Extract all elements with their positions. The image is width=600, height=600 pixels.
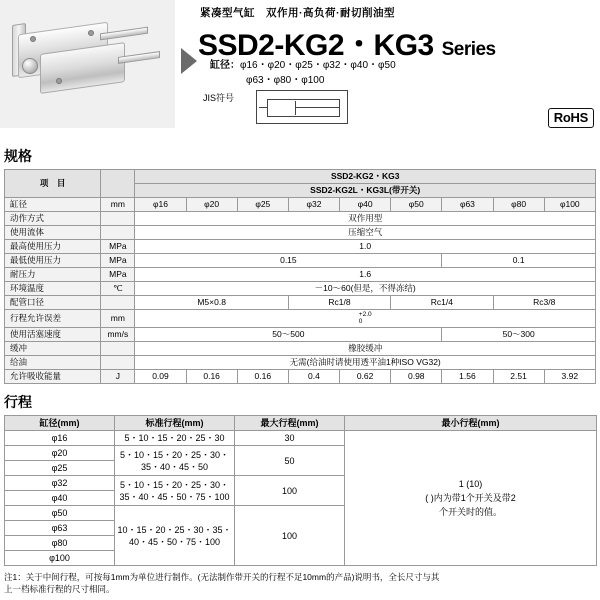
bore-list: [210, 58, 396, 88]
spec-row-label: 环境温度: [5, 282, 101, 296]
spec-row-label: 缓冲: [5, 342, 101, 356]
spec-row-unit: ℃: [101, 282, 135, 296]
bore-cell: φ100: [5, 551, 115, 566]
arrow-icon: [181, 48, 197, 74]
spec-row-label: 配管口径: [5, 296, 101, 310]
tolerance-upper: +2.0: [358, 311, 372, 318]
footnote: [4, 571, 596, 595]
spec-value: 无需(给油时请使用透平油1种ISO VG32): [135, 356, 596, 370]
stroke-section-title: 行程: [4, 394, 32, 410]
spec-value: 0.62: [340, 370, 391, 384]
header-subtitle: 紧凑型气缸 双作用·高负荷·耐切削油型: [200, 7, 395, 19]
bore-cell: φ63: [5, 521, 115, 536]
max-stroke-cell: 50: [235, 446, 345, 476]
min-stroke-note-2: 个开关时的值。: [438, 507, 502, 517]
footnote-line-2: 上一档标准行程的尺寸相同。: [4, 584, 115, 594]
standard-stroke-cell: 5・10・15・20・25・30: [115, 431, 235, 446]
stroke-col-max: 最大行程(mm): [235, 416, 345, 431]
bore-line-1: φ16・φ20・φ25・φ32・φ40・φ50: [240, 60, 396, 71]
spec-row-label: 使用流体: [5, 226, 101, 240]
spec-value: 2.51: [493, 370, 544, 384]
spec-value: 双作用型: [135, 212, 596, 226]
spec-value: 3.92: [544, 370, 595, 384]
stroke-table: [4, 415, 597, 566]
min-stroke-note-1: ( )内为带1个开关及带2: [425, 493, 516, 503]
spec-value: Rc1/4: [391, 296, 493, 310]
spec-row-label: 耐压力: [5, 268, 101, 282]
spec-row-label: 缸径: [5, 198, 101, 212]
table-row: [5, 370, 596, 384]
spec-row-unit: mm/s: [101, 328, 135, 342]
spec-value: 50～300: [442, 328, 596, 342]
spec-row-unit: MPa: [101, 268, 135, 282]
mounting-hole-icon: [56, 78, 62, 84]
spec-group-header-2: SSD2-KG2L・KG3L(带开关): [135, 184, 596, 198]
table-row: [5, 226, 596, 240]
table-row: [5, 342, 596, 356]
standard-stroke-cell: 5・10・15・20・25・30・35・40・45・50・75・100: [115, 476, 235, 506]
footnote-line-1: 注1：关于中间行程，可按每1mm为单位进行制作。(无法制作带开关的行程不足10mm的产品)说明书，全长尺寸与其: [4, 572, 440, 582]
bore-cell: φ32: [5, 476, 115, 491]
rohs-badge: RoHS: [548, 108, 594, 128]
table-row: [5, 240, 596, 254]
spec-row-unit: MPa: [101, 240, 135, 254]
spec-row-label: 最低使用压力: [5, 254, 101, 268]
table-row: [5, 296, 596, 310]
table-row: [5, 198, 596, 212]
spec-value: 50～500: [135, 328, 442, 342]
bore-cell: φ20: [5, 446, 115, 461]
bore-cell: φ80: [493, 198, 544, 212]
spec-row-label: 行程允许误差: [5, 310, 101, 328]
table-row: [5, 431, 597, 446]
spec-row-label: 最高使用压力: [5, 240, 101, 254]
spec-section-title: 规格: [4, 148, 32, 164]
mounting-hole-icon: [88, 30, 94, 36]
product-photo: [0, 0, 175, 128]
table-row: [5, 416, 597, 431]
standard-stroke-cell: 10・15・20・25・30・35・40・45・50・75・100: [115, 506, 235, 566]
spec-value: 0.15: [135, 254, 442, 268]
bore-cell: φ63: [442, 198, 493, 212]
stroke-col-min: 最小行程(mm): [345, 416, 597, 431]
spec-value: －10～60(但是，不得冻结): [135, 282, 596, 296]
spec-row-unit: [101, 342, 135, 356]
bore-cell: φ40: [340, 198, 391, 212]
spec-row-unit: mm: [101, 310, 135, 328]
spec-group-header-1: SSD2-KG2・KG3: [135, 170, 596, 184]
bore-cell: φ100: [544, 198, 595, 212]
bore-cell: φ25: [237, 198, 288, 212]
spec-value: 压缩空气: [135, 226, 596, 240]
spec-row-label: 给油: [5, 356, 101, 370]
table-row: [5, 310, 596, 328]
tolerance-lower: 0: [358, 318, 363, 325]
spec-row-label: 动作方式: [5, 212, 101, 226]
bore-cell: φ16: [5, 431, 115, 446]
spec-value: 橡胶缓冲: [135, 342, 596, 356]
spec-col-unit: [101, 170, 135, 198]
table-row: [5, 170, 596, 184]
bore-label: 缸径：: [210, 60, 240, 71]
spec-value: 1.56: [442, 370, 493, 384]
bore-line-2: φ63・φ80・φ100: [246, 75, 325, 86]
spec-value: 0.4: [288, 370, 339, 384]
table-row: [5, 328, 596, 342]
spec-value: M5×0.8: [135, 296, 288, 310]
page-title-main: SSD2-KG2・KG3: [198, 29, 434, 62]
spec-value: 1.0: [135, 240, 596, 254]
spec-row-label: 允许吸收能量: [5, 370, 101, 384]
min-stroke-value: 1 (10): [458, 479, 483, 489]
spec-value: 0.1: [442, 254, 596, 268]
spec-row-label: 使用活塞速度: [5, 328, 101, 342]
spec-value: 1.6: [135, 268, 596, 282]
bore-cell: φ50: [5, 506, 115, 521]
jis-symbol-label: JIS符号: [203, 93, 235, 103]
specification-table: [4, 169, 596, 384]
spec-value: Rc3/8: [493, 296, 596, 310]
bore-cell: φ80: [5, 536, 115, 551]
bore-cell: φ20: [186, 198, 237, 212]
bore-cell: φ50: [391, 198, 442, 212]
spec-row-unit: [101, 226, 135, 240]
table-row: [5, 268, 596, 282]
jis-symbol-diagram: [256, 90, 348, 124]
table-row: [5, 212, 596, 226]
header-text-block: [178, 0, 600, 132]
stroke-col-standard: 标准行程(mm): [115, 416, 235, 431]
spec-row-unit: [101, 296, 135, 310]
bore-cell: φ16: [135, 198, 186, 212]
spec-value: 0.98: [391, 370, 442, 384]
max-stroke-cell: 100: [235, 506, 345, 566]
table-row: [5, 282, 596, 296]
spec-value: 0.16: [237, 370, 288, 384]
spec-value: 0.09: [135, 370, 186, 384]
table-row: [5, 254, 596, 268]
table-row: [5, 356, 596, 370]
spec-col-item: 项 目: [5, 170, 101, 198]
bore-cell: φ32: [288, 198, 339, 212]
bore-cell: φ40: [5, 491, 115, 506]
spec-row-unit: MPa: [101, 254, 135, 268]
spec-row-unit: [101, 212, 135, 226]
mounting-hole-icon: [30, 36, 36, 42]
standard-stroke-cell: 5・10・15・20・25・30・35・40・45・50: [115, 446, 235, 476]
spec-row-unit: J: [101, 370, 135, 384]
max-stroke-cell: 30: [235, 431, 345, 446]
port-knob: [22, 58, 38, 74]
page-header: [0, 0, 600, 140]
page-title-series: Series: [441, 39, 496, 60]
spec-value-tolerance: [135, 310, 596, 328]
min-stroke-cell: [345, 431, 597, 566]
max-stroke-cell: 100: [235, 476, 345, 506]
spec-row-unit: [101, 356, 135, 370]
spec-value: Rc1/8: [288, 296, 390, 310]
bore-cell: φ25: [5, 461, 115, 476]
spec-value: 0.16: [186, 370, 237, 384]
stroke-col-bore: 缸径(mm): [5, 416, 115, 431]
spec-row-unit: mm: [101, 198, 135, 212]
